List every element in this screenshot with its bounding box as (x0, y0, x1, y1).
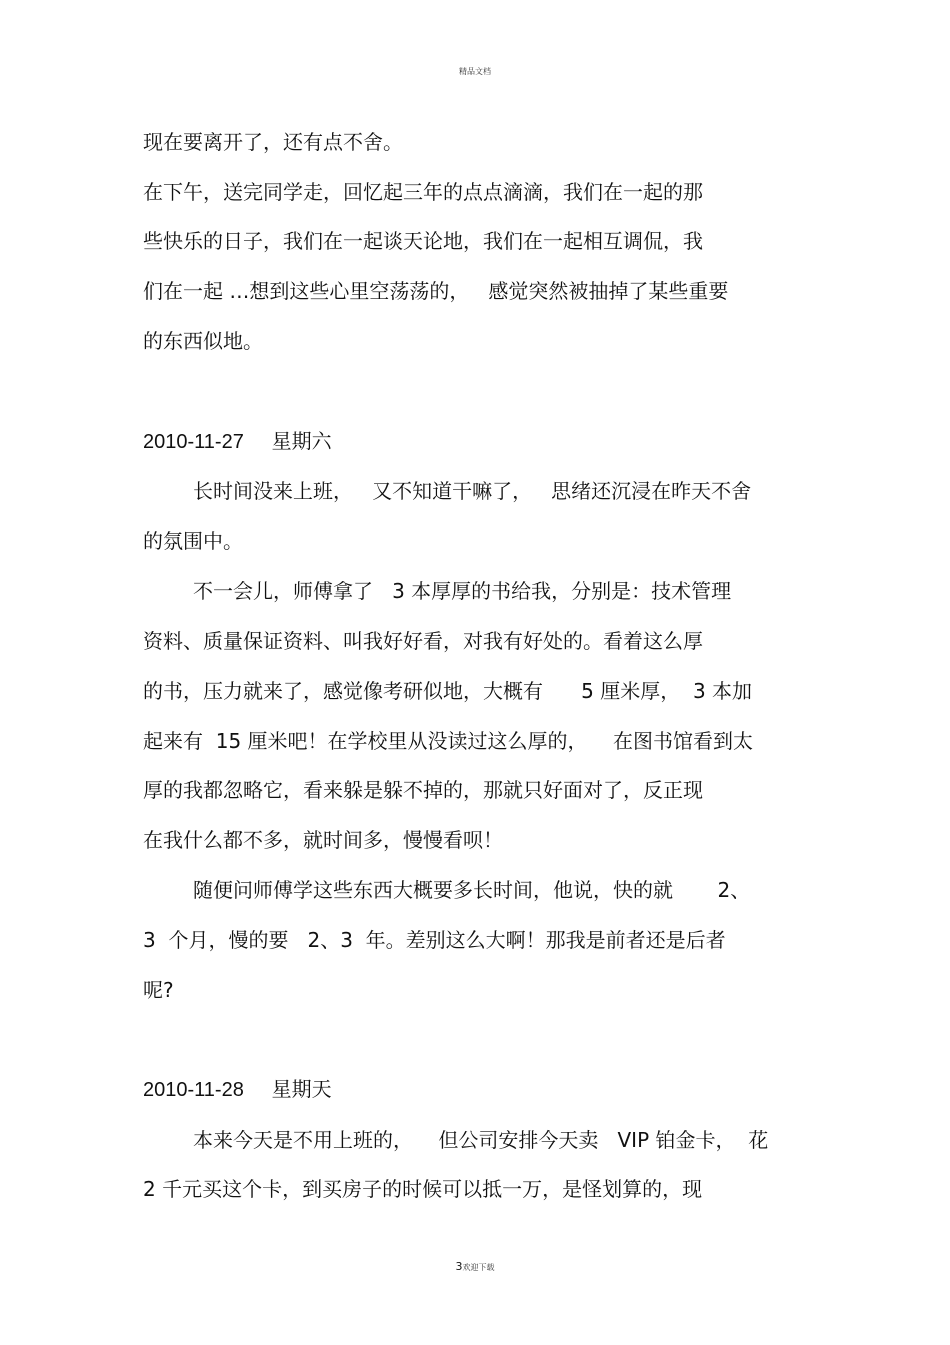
text-line: 在我什么都不多，就时间多，慢慢看呗！ (143, 828, 503, 852)
text-line: 的氛围中。 (143, 529, 243, 553)
text-line: 随便问师傅学这些东西大概要多长时间，他说，快的就 2、 (193, 878, 751, 902)
text-line: 2 千元买这个卡，到买房子的时候可以抵一万，是怪划算的，现 (143, 1177, 703, 1201)
page-number: 3 (455, 1260, 463, 1273)
diary-date-heading: 2010-11-27 星期六 (143, 431, 332, 453)
text-line: 些快乐的日子，我们在一起谈天论地，我们在一起相互调侃，我 (143, 229, 703, 253)
diary-date-heading: 2010-11-28 星期天 (143, 1079, 332, 1101)
text-line: 的书，压力就来了，感觉像考研似地，大概有 5 厘米厚， 3 本加 (143, 679, 753, 703)
text-line: 本来今天是不用上班的， 但公司安排今天卖 VIP 铂金卡， 花 (193, 1128, 769, 1152)
text-line: 呢? (143, 978, 174, 1002)
text-line: 长时间没来上班， 又不知道干嘛了， 思绪还沉浸在昨天不舍 (193, 479, 752, 503)
text-line: 在下午，送完同学走，回忆起三年的点点滴滴，我们在一起的那 (143, 180, 703, 204)
text-line: 资料、质量保证资料、叫我好好看，对我有好处的。看着这么厚 (143, 629, 703, 653)
header-text: 精品文档 (459, 67, 491, 76)
footer-text: 欢迎下载 (462, 1263, 495, 1272)
page-footer (0, 1260, 950, 1273)
text-line: 们在一起 …想到这些心里空荡荡的， 感觉突然被抽掉了某些重要 (143, 279, 729, 303)
text-line: 的东西似地。 (143, 329, 263, 353)
text-line: 现在要离开了，还有点不舍。 (143, 130, 403, 154)
text-line: 不一会儿，师傅拿了 3 本厚厚的书给我，分别是：技术管理 (193, 579, 732, 603)
text-line: 3 个月，慢的要 2、3 年。差别这么大啊！那我是前者还是后者 (143, 928, 726, 952)
text-line: 厚的我都忽略它，看来躲是躲不掉的，那就只好面对了，反正现 (143, 778, 703, 802)
text-line: 起来有 15 厘米吧！在学校里从没读过这么厚的， 在图书馆看到太 (143, 729, 753, 753)
